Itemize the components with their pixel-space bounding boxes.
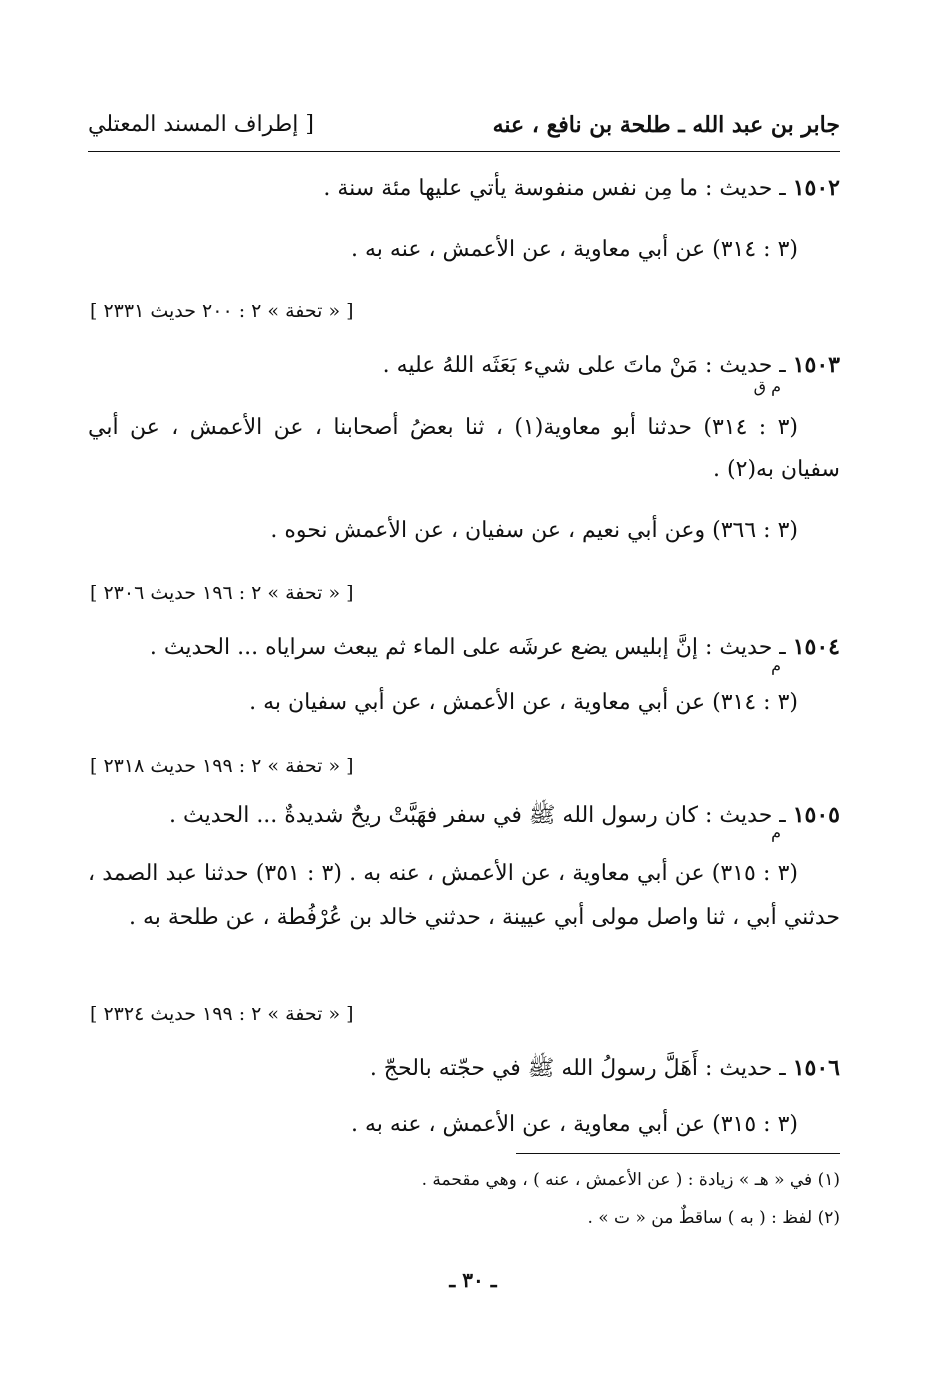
footnote-2: (٢) لفظ : ( به ) ساقطٌ من « ت » . [587,1208,840,1228]
hadith-1505-head [169,800,840,831]
isnad-paragraph: (٣ : ٣١٥) عن أبي معاوية ، عن الأعمش ، عنه به . (٣ : ٣٥١) حدثنا عبد الصمد ، حدثني أبي ، ثنا واصل مولى أبي عيينة ، حدثني خالد بن عُرْفُطة ، عن طلحة به . [88,861,840,930]
hadith-number: ١٥٠٤ [792,634,840,660]
footnote-divider [516,1153,840,1154]
isnad-line: (٣ : ٣١٤) عن أبي معاوية ، عن الأعمش ، عن أبي سفيان به . [249,690,798,715]
header-divider [88,151,840,152]
isnad-paragraph: (٣ : ٣١٤) حدثنا أبو معاوية(١) ، ثنا بعضُ أصحابنا ، عن الأعمش ، عن أبي سفيان به(٢) . [88,415,840,482]
hadith-text: ـ حديث : مَنْ ماتَ على شيء بَعَثَه اللهُ عليه . [382,353,793,378]
hadith-number: ١٥٠٦ [792,1055,840,1081]
hadith-number: ١٥٠٢ [792,175,840,201]
hadith-number: ١٥٠٣ [792,352,840,378]
hadith-text: ـ حديث : ما مِن نفس منفوسة يأتي عليها مئة سنة . [323,176,793,201]
isnad-line: (٣ : ٣٦٦) وعن أبي نعيم ، عن سفيان ، عن الأعمش نحوه . [270,518,798,543]
tuhfa-reference: [ « تحفة » ٢ : ١٩٩ حديث ٢٣١٨ ] [90,755,354,777]
hadith-sigla: م ق [753,377,781,396]
footnote-1: (١) في « هـ » زيادة : ( عن الأعمش ، عنه ) ، وهي مقحمة . [421,1170,840,1190]
hadith-number: ١٥٠٥ [792,802,840,828]
tuhfa-reference: [ « تحفة » ٢ : ١٩٩ حديث ٢٣٢٤ ] [90,1003,354,1025]
isnad-line: (٣ : ٣١٤) عن أبي معاوية ، عن الأعمش ، عنه به . [351,237,798,262]
hadith-1502-head [323,173,840,204]
hadith-text: ـ حديث : كان رسول الله ﷺ في سفر فهَبَّتْ ريحٌ شديدةٌ ... الحديث . [169,803,793,828]
hadith-text: ـ حديث : إنَّ إبليس يضع عرشَه على الماء ثم يبعث سراياه ... الحديث . [149,635,793,660]
hadith-sigla: م [771,656,781,675]
tuhfa-reference: [ « تحفة » ٢ : ٢٠٠ حديث ٢٣٣١ ] [90,300,354,322]
tuhfa-reference: [ « تحفة » ٢ : ١٩٦ حديث ٢٣٠٦ ] [90,582,354,604]
hadith-sigla: م [771,823,781,842]
page-number: ـ ٣٠ ـ [449,1268,497,1292]
isnad-line: (٣ : ٣١٥) عن أبي معاوية ، عن الأعمش ، عنه به . [351,1112,798,1137]
running-title: جابر بن عبد الله ـ طلحة بن نافع ، عنه [492,112,840,138]
hadith-1504-head [150,632,840,663]
hadith-text: ـ حديث : أَهَلَّ رسولُ الله ﷺ في حجّته بالحجّ . [369,1056,793,1081]
book-title: [ إطراف المسند المعتلي [88,112,314,137]
hadith-1506-head [370,1053,840,1084]
running-header [88,112,840,152]
